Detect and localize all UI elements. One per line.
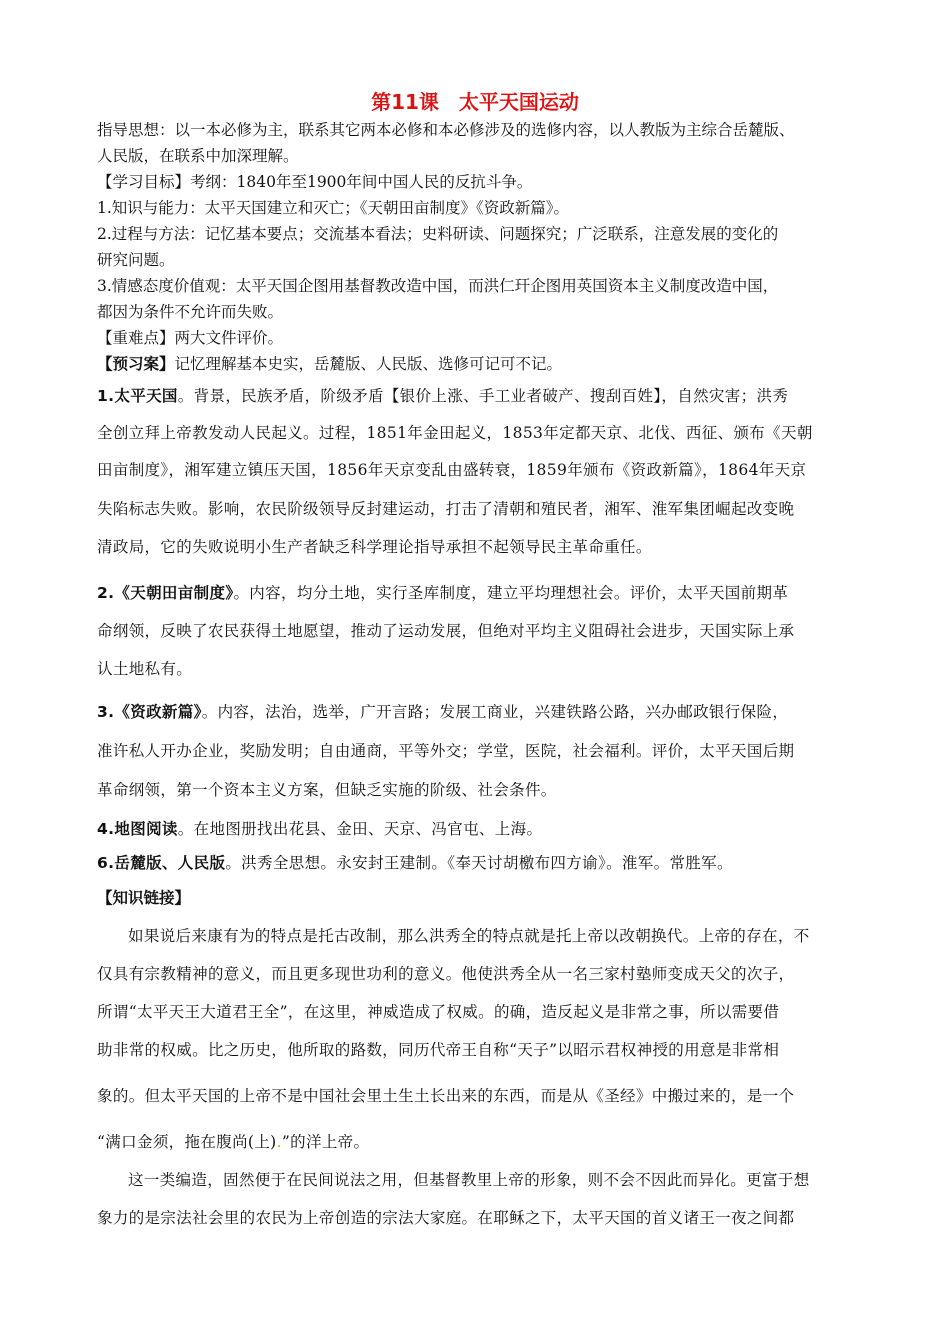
key-text: 两大文件评价。: [174, 329, 284, 347]
key-label: 【重难点】: [97, 329, 175, 347]
key-points: [97, 326, 283, 348]
link-paragraph-line: 所谓“太平天王大道君王全”，在这里，神威造成了权威。的确，造反起义是非常之事，所以需要借: [97, 1003, 780, 1021]
link-heading: 【知识链接】: [97, 889, 191, 907]
link-paragraph-line: 仅具有宗教精神的意义，而且更多现世功利的意义。他使洪秀全从一名三家村塾师变成天父的次子，: [97, 965, 795, 983]
section2-label: 2.《天朝田亩制度》: [97, 584, 234, 602]
link-paragraph-line: 象的。但太平天国的上帝不是中国社会里土生土长出来的东西，而是从《圣经》中搬过来的，是一个: [97, 1087, 795, 1105]
goal-item: 2.过程与方法：记忆基本要点；交流基本看法；史料研读、问题探究；广泛联系，注意发展的变化的: [97, 225, 779, 243]
link-paragraph-line: 如果说后来康有为的特点是托古改制，那么洪秀全的特点就是托上帝以改朝换代。上帝的存在，不: [128, 927, 810, 945]
preview-heading: [97, 352, 562, 374]
goal-item: 3.情感态度价值观：太平天国企图用基督教改造中国，而洪仁玕企图用英国资本主义制度改造中国，: [97, 277, 779, 295]
section1-line: 清政局，它的失败说明小生产者缺乏科学理论指导承担不起领导民主革命重任。: [97, 538, 652, 556]
section1-line: [97, 384, 788, 406]
section2-line: 认土地私有。: [97, 660, 193, 678]
section4-line: [97, 817, 542, 839]
section3-line: 革命纲领，第一个资本主义方案，但缺乏实施的阶级、社会条件。: [97, 781, 557, 799]
goals-heading: [97, 170, 532, 192]
link-paragraph-line: [97, 1130, 369, 1152]
quote-text: “满口金须，拖在腹尚(上): [97, 1133, 277, 1151]
goal-item: 1.知识与能力：太平天国建立和灭亡；《天朝田亩制度》《资政新篇》。: [97, 199, 570, 217]
section2-text: 。内容，均分土地，实行圣库制度，建立平均理想社会。评价，太平天国前期革: [233, 584, 789, 602]
section3-line: 准许私人开办企业，奖励发明；自由通商，平等外交；学堂，医院，社会福利。评价，太平天国后期: [97, 742, 795, 760]
section4-label: 4.地图阅读: [97, 820, 178, 838]
goals-text: 考纲：1840年至1900年间中国人民的反抗斗争。: [190, 173, 533, 191]
quote-end: ”的洋上帝。: [281, 1133, 370, 1151]
orange-dot: .: [276, 1133, 282, 1151]
link-paragraph-line: 象力的是宗法社会里的农民为上帝创造的宗法大家庭。在耶稣之下，太平天国的首义诸王一夜之间都: [97, 1209, 795, 1227]
link-paragraph-line: 这一类编造，固然便于在民间说法之用，但基督教里上帝的形象，则不会不因此而异化。更富于想: [128, 1171, 810, 1189]
section6-text: 。洪秀全思想。永安封王建制。《奉天讨胡檄布四方谕》。淮军。常胜军。: [225, 854, 733, 872]
section1-line: 田亩制度》，湘军建立镇压天国，1856年天京变乱由盛转衰，1859年颁布《资政新篇》，1864年天京: [97, 461, 807, 479]
goal-item: 研究问题。: [97, 251, 175, 269]
section3-text: 。内容，法治，选举，广开言路；发展工商业，兴建铁路公路，兴办邮政银行保险，: [201, 703, 789, 721]
lesson-number: 第11课: [371, 90, 439, 114]
section6-line: [97, 851, 733, 873]
guide-line: 人民版，在联系中加深理解。: [97, 147, 299, 165]
section1-line: 全创立拜上帝教发动人民起义。过程，1851年金田起义，1853年定都天京、北伐、西征、颁布《天朝: [97, 424, 813, 442]
link-paragraph-line: 助非常的权威。比之历史，他所取的路数，同历代帝王自称“天子”以昭示君权神授的用意是非常相: [97, 1041, 780, 1059]
section1-label: 1.太平天国: [97, 387, 178, 405]
goal-item: 都因为条件不允许而失败。: [97, 303, 284, 321]
lesson-topic: 太平天国运动: [458, 90, 579, 114]
section3-label: 3.《资政新篇》: [97, 703, 202, 721]
goals-label: 【学习目标】: [97, 173, 191, 191]
preview-text: 记忆理解基本史实，岳麓版、人民版、选修可记可不记。: [174, 355, 563, 373]
section1-text: 。背景，民族矛盾，阶级矛盾【银价上涨、手工业者破产、搜刮百姓】，自然灾害；洪秀: [177, 387, 789, 405]
section2-line: 命纲领，反映了农民获得土地愿望，推动了运动发展，但绝对平均主义阻碍社会进步，天国实际上承: [97, 622, 795, 640]
section6-label: 6.岳麓版、人民版: [97, 854, 226, 872]
guide-line: 指导思想：以一本必修为主，联系其它两本必修和本必修涉及的选修内容，以人教版为主综合岳麓版、: [97, 121, 795, 139]
section4-text: 。在地图册找出花县、金田、天京、冯官屯、上海。: [177, 820, 543, 838]
section1-line: 失陷标志失败。影响，农民阶级领导反封建运动，打击了清朝和殖民者，湘军、淮军集团崛起改变晚: [97, 500, 795, 518]
preview-label: 【预习案】: [97, 355, 175, 373]
section2-line: [97, 581, 788, 603]
section3-line: [97, 700, 788, 722]
lesson-title: [0, 86, 950, 115]
